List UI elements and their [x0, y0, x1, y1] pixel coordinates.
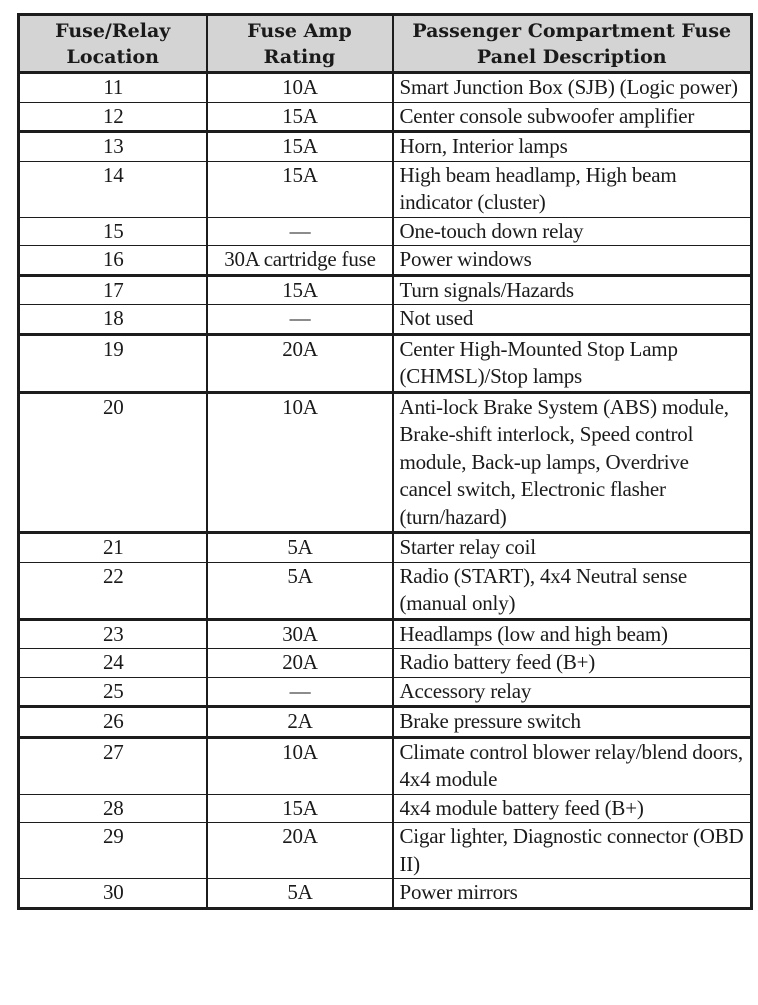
cell-rating: 20A [207, 823, 393, 879]
table-row [19, 102, 752, 132]
header-location-line1: Fuse/Relay [55, 20, 171, 42]
cell-location: 12 [19, 102, 207, 132]
cell-rating: 15A [207, 161, 393, 217]
cell-description: 4x4 module battery feed (B+) [393, 794, 752, 823]
table-body [19, 73, 752, 909]
header-rating [207, 15, 393, 73]
header-description-line1: Passenger Compartment Fuse [412, 20, 732, 42]
cell-rating: — [207, 217, 393, 246]
table-row [19, 132, 752, 162]
table-row [19, 73, 752, 103]
cell-description: Climate control blower relay/blend doors, 4x4 module [393, 737, 752, 794]
header-location [19, 15, 207, 73]
header-description-line2: Panel Description [476, 46, 667, 68]
table-row [19, 879, 752, 909]
cell-description: Center High-Mounted Stop Lamp (CHMSL)/Stop lamps [393, 334, 752, 392]
cell-location: 21 [19, 533, 207, 563]
cell-rating: 20A [207, 334, 393, 392]
table-row [19, 562, 752, 619]
cell-location: 27 [19, 737, 207, 794]
table-row [19, 533, 752, 563]
cell-location: 28 [19, 794, 207, 823]
header-rating-line2: Rating [263, 46, 336, 68]
cell-description: Radio (START), 4x4 Neutral sense (manual only) [393, 562, 752, 619]
cell-location: 18 [19, 305, 207, 335]
cell-rating: — [207, 677, 393, 707]
table-row [19, 275, 752, 305]
cell-rating: 15A [207, 132, 393, 162]
header-description [393, 15, 752, 73]
cell-description: Power windows [393, 246, 752, 276]
table-row [19, 619, 752, 649]
cell-rating: — [207, 305, 393, 335]
fuse-table [17, 13, 753, 910]
cell-location: 26 [19, 707, 207, 738]
cell-description: Accessory relay [393, 677, 752, 707]
table-header [19, 15, 752, 73]
cell-rating: 5A [207, 533, 393, 563]
cell-description: Power mirrors [393, 879, 752, 909]
cell-rating: 20A [207, 649, 393, 678]
table-row [19, 707, 752, 738]
header-row [19, 15, 752, 73]
cell-description: Anti-lock Brake System (ABS) module, Brake-shift interlock, Speed control module, Back-up lamps, Overdrive cancel switch, Electronic flasher (turn/hazard) [393, 392, 752, 533]
cell-description: Headlamps (low and high beam) [393, 619, 752, 649]
table-row [19, 737, 752, 794]
cell-location: 23 [19, 619, 207, 649]
table-row [19, 217, 752, 246]
cell-location: 22 [19, 562, 207, 619]
table-row [19, 823, 752, 879]
cell-description: Center console subwoofer amplifier [393, 102, 752, 132]
table-row [19, 794, 752, 823]
cell-rating: 30A cartridge fuse [207, 246, 393, 276]
cell-location: 16 [19, 246, 207, 276]
cell-rating: 5A [207, 562, 393, 619]
cell-location: 13 [19, 132, 207, 162]
cell-rating: 15A [207, 794, 393, 823]
header-location-line2: Location [66, 46, 159, 68]
table-row [19, 161, 752, 217]
cell-location: 20 [19, 392, 207, 533]
table-row [19, 677, 752, 707]
cell-rating: 10A [207, 737, 393, 794]
cell-description: Not used [393, 305, 752, 335]
table-row [19, 246, 752, 276]
cell-location: 15 [19, 217, 207, 246]
cell-location: 24 [19, 649, 207, 678]
cell-location: 30 [19, 879, 207, 909]
cell-description: High beam headlamp, High beam indicator (cluster) [393, 161, 752, 217]
cell-rating: 30A [207, 619, 393, 649]
table-row [19, 305, 752, 335]
cell-location: 17 [19, 275, 207, 305]
cell-description: Turn signals/Hazards [393, 275, 752, 305]
cell-rating: 10A [207, 73, 393, 103]
cell-rating: 10A [207, 392, 393, 533]
cell-location: 25 [19, 677, 207, 707]
cell-description: Brake pressure switch [393, 707, 752, 738]
cell-location: 14 [19, 161, 207, 217]
table-row [19, 334, 752, 392]
cell-location: 29 [19, 823, 207, 879]
cell-rating: 15A [207, 275, 393, 305]
cell-location: 19 [19, 334, 207, 392]
cell-description: One-touch down relay [393, 217, 752, 246]
cell-description: Horn, Interior lamps [393, 132, 752, 162]
cell-description: Cigar lighter, Diagnostic connector (OBD II) [393, 823, 752, 879]
cell-description: Smart Junction Box (SJB) (Logic power) [393, 73, 752, 103]
cell-rating: 2A [207, 707, 393, 738]
table-row [19, 392, 752, 533]
header-rating-line1: Fuse Amp [247, 20, 352, 42]
cell-rating: 5A [207, 879, 393, 909]
table-row [19, 649, 752, 678]
cell-location: 11 [19, 73, 207, 103]
cell-description: Radio battery feed (B+) [393, 649, 752, 678]
cell-description: Starter relay coil [393, 533, 752, 563]
cell-rating: 15A [207, 102, 393, 132]
